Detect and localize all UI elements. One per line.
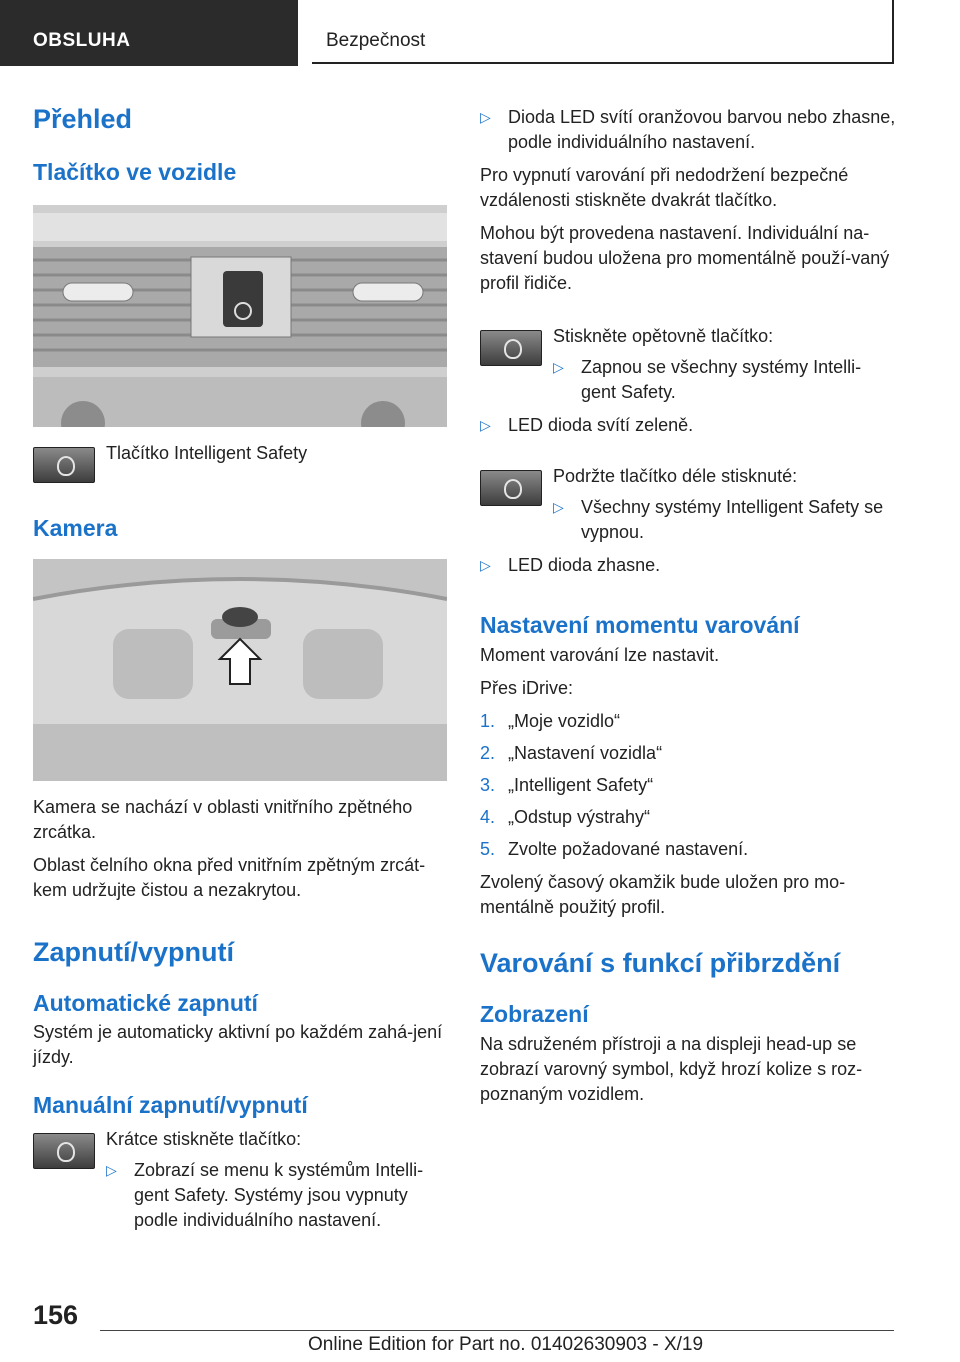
list-item: 4. „Odstup výstrahy“ <box>480 807 651 827</box>
intelligent-safety-button-icon <box>33 1133 95 1169</box>
distance-text: Pro vypnutí varování při nedodržení bezpečné vzdálenosti stiskněte dvakrát tlačítko. <box>480 165 849 210</box>
right-column <box>480 105 896 1107</box>
heading-brake-warning: Varování s funkcí přibrzdění <box>480 948 841 978</box>
camera-windshield-text: Oblast čelního okna před vnitřním zpětným zrcát‐kem udržujte čistou a nezakrytou. <box>33 855 426 900</box>
manual-bullet: ▷ Zobrazí se menu k systémům Intelli‐gent Safety. Systémy jsou vypnuty podle individuálního nastavení. <box>106 1158 449 1233</box>
left-column <box>33 100 449 1233</box>
press-again-row <box>480 324 896 405</box>
bullet-led-orange: ▷ Dioda LED svítí oranžovou barvou nebo zhasne, podle individuálního nastavení. <box>480 105 896 155</box>
hold-button-row <box>480 464 896 545</box>
bullet-all-on: ▷ Zapnou se všechny systémy Intelli‐gent Safety. <box>553 355 896 405</box>
press-again-text: Stiskněte opětovně tlačítko: <box>553 326 774 346</box>
heading-manual: Manuální zapnutí/vypnutí <box>33 1092 308 1118</box>
saved-text: Zvolený časový okamžik bude uložen pro mo‐mentálně použitý profil. <box>480 872 846 917</box>
heading-auto-on: Automatické zapnutí <box>33 990 258 1016</box>
display-text: Na sdruženém přístroji a na displeji head-up se zobrazí varovný symbol, když hrozí kolize s roz‐poznaným vozidlem. <box>480 1034 863 1104</box>
heading-overview: Přehled <box>33 104 133 134</box>
idrive-text: Přes iDrive: <box>480 678 574 698</box>
steps-list <box>480 709 896 862</box>
heading-button: Tlačítko ve vozidle <box>33 159 237 185</box>
heading-camera: Kamera <box>33 515 118 541</box>
button-legend <box>33 441 449 477</box>
intelligent-safety-button-icon <box>33 447 95 483</box>
intelligent-safety-button-icon <box>480 330 542 366</box>
hold-button-text: Podržte tlačítko déle stisknuté: <box>553 466 798 486</box>
list-item: 2. „Nastavení vozidla“ <box>480 743 663 763</box>
settings-text: Mohou být provedena nastavení. Individuální na‐stavení budou uložena pro momentálně použí‐vaný profil řidiče. <box>480 223 890 293</box>
footer-divider <box>100 1330 894 1331</box>
bullet-led-green: ▷ LED dioda svítí zeleně. <box>480 413 896 438</box>
section-label: OBSLUHA <box>33 30 131 51</box>
footer-edition: Online Edition for Part no. 01402630903 - X/19 <box>308 1334 704 1355</box>
heading-display: Zobrazení <box>480 1001 589 1027</box>
auto-on-text: Systém je automaticky aktivní po každém zahá‐jení jízdy. <box>33 1022 443 1067</box>
manual-press-row <box>33 1127 449 1233</box>
chapter-label: Bezpečnost <box>326 30 426 51</box>
can-set-text: Moment varování lze nastavit. <box>480 645 720 665</box>
list-item: 1. „Moje vozidlo“ <box>480 711 621 731</box>
bullet-led-off: ▷ LED dioda zhasne. <box>480 553 896 578</box>
camera-image <box>33 559 447 781</box>
chapter-tab <box>312 0 894 64</box>
list-item: 5. Zvolte požadované nastavení. <box>480 839 749 859</box>
bullet-all-off: ▷ Všechny systémy Intelligent Safety se vypnou. <box>553 495 896 545</box>
manual-press-text: Krátce stiskněte tlačítko: <box>106 1129 302 1149</box>
vehicle-button-image <box>33 205 447 427</box>
button-caption: Tlačítko Intelligent Safety <box>106 443 308 463</box>
section-tab <box>0 0 298 66</box>
camera-location-text: Kamera se nachází v oblasti vnitřního zpětného zrcátka. <box>33 797 413 842</box>
heading-on-off: Zapnutí/vypnutí <box>33 937 234 967</box>
heading-warning-time: Nastavení momentu varování <box>480 612 800 638</box>
list-item: 3. „Intelligent Safety“ <box>480 775 654 795</box>
intelligent-safety-button-icon <box>480 470 542 506</box>
page-number: 156 <box>33 1300 79 1330</box>
